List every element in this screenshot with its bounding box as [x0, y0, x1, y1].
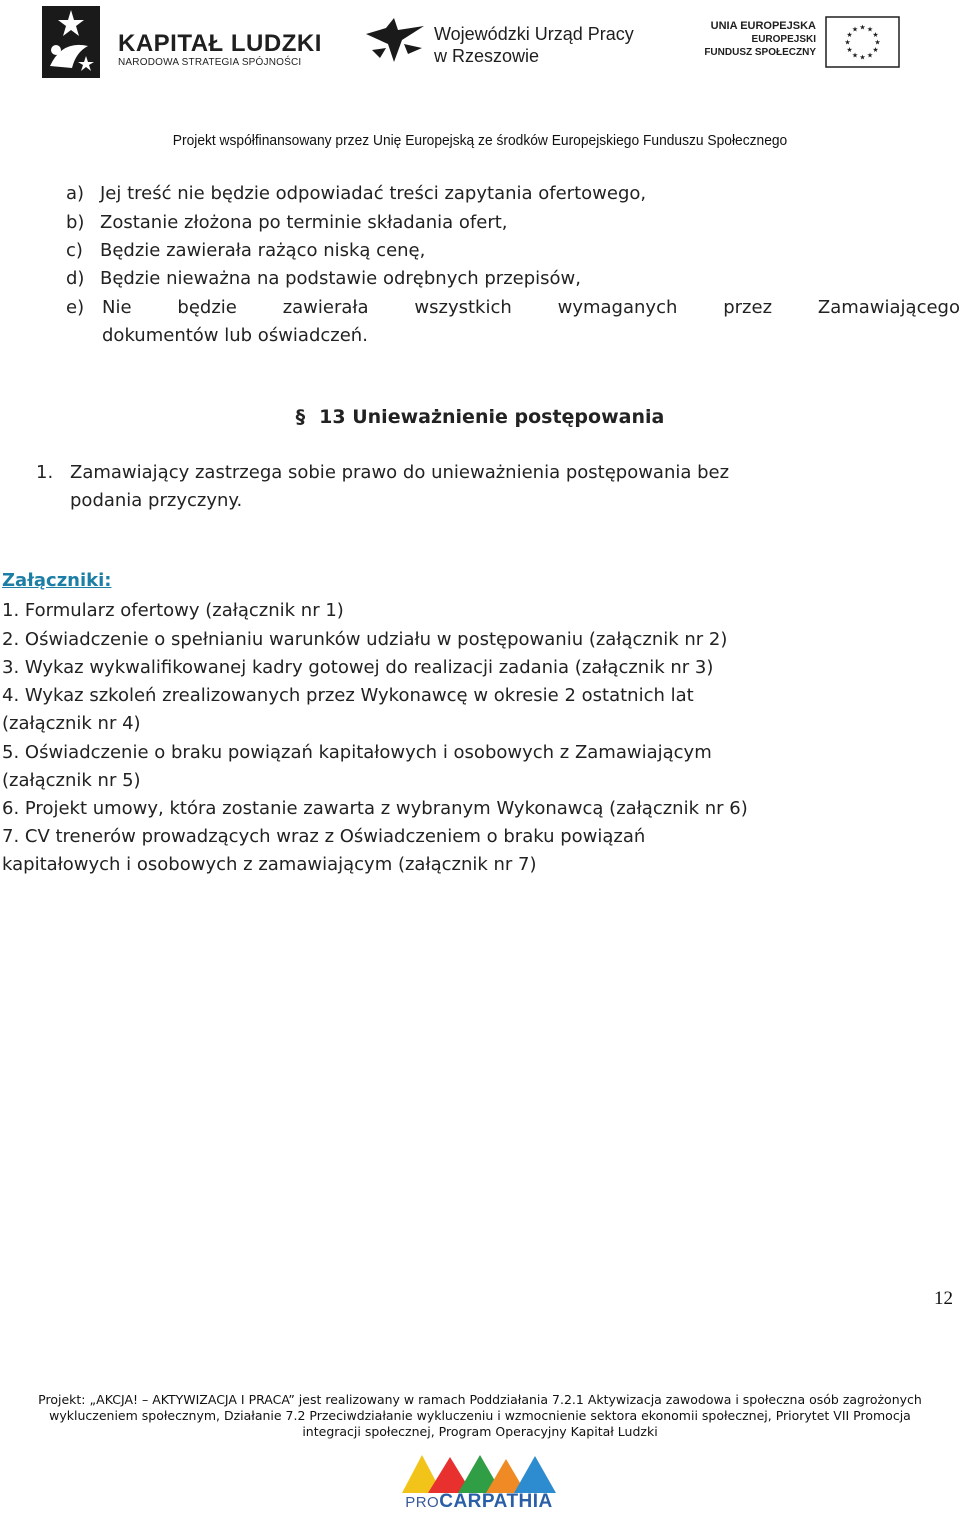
section-item-line1: Zamawiający zastrzega sobie prawo do unieważnienia postępowania bez	[70, 462, 730, 483]
eu-star-icon: ★	[872, 31, 879, 39]
reason-b	[66, 212, 508, 233]
eu-star-icon: ★	[866, 25, 874, 34]
eu-star-icon: ★	[866, 51, 874, 60]
procarpathia-logo	[396, 1453, 562, 1511]
attachment-line: 3. Wykaz wykwalifikowanej kadry gotowej do realizacji zadania (załącznik nr 3)	[2, 657, 714, 678]
cofinance-note: Projekt współfinansowany przez Unię Europejską ze środków Europejskiego Funduszu Społecznego	[172, 132, 788, 149]
bird-icon	[364, 14, 430, 70]
reason-e-line2: dokumentów lub oświadczeń.	[102, 325, 368, 346]
page-number: 12	[934, 1288, 953, 1309]
attachment-line: kapitałowych i osobowych z zamawiającym (załącznik nr 7)	[2, 854, 537, 875]
footer-line1: Projekt: „AKCJA! – AKTYWIZACJA I PRACA” jest realizowany w ramach Poddziałania 7.2.1 Aktywizacja zawodowa i społeczna osób zagrożonych	[38, 1392, 922, 1407]
attachment-line: 4. Wykaz szkoleń zrealizowanych przez Wykonawcę w okresie 2 ostatnich lat	[2, 685, 694, 706]
reason-label: a)	[66, 183, 85, 204]
reason-text: Będzie nieważna na podstawie odrębnych przepisów,	[100, 268, 581, 289]
section-title-text: 13 Unieważnienie postępowania	[319, 406, 665, 428]
section-symbol: §	[295, 406, 306, 428]
wup-line1: Wojewódzki Urząd Pracy	[434, 24, 634, 44]
reason-label: d)	[66, 268, 85, 289]
reason-a	[66, 183, 646, 204]
eu-star-icon: ★	[859, 23, 866, 32]
footer-line2: wykluczeniem społecznym, Działanie 7.2 Przeciwdziałanie wykluczeniu i wzmocnienie sektora ekonomii społecznej, Priorytet VII Promocja	[49, 1408, 911, 1423]
attachment-line: 1. Formularz ofertowy (załącznik nr 1)	[2, 600, 344, 621]
eu-star-icon: ★	[874, 38, 881, 47]
reason-e-line1: Nie będzie zawierała wszystkich wymaganych przez Zamawiającego	[102, 297, 960, 318]
attachment-line: 6. Projekt umowy, która zostanie zawarta z wybranym Wykonawcą (załącznik nr 6)	[2, 798, 748, 819]
eu-star-icon: ★	[872, 46, 879, 54]
eu-flag-icon	[825, 16, 900, 68]
reason-label: c)	[66, 240, 83, 261]
eu-line2: EUROPEJSKI	[751, 34, 816, 45]
kapital-ludzki-logo	[42, 6, 322, 78]
wup-logo	[364, 14, 634, 70]
kapital-ludzki-title: KAPITAŁ LUDZKI	[118, 30, 322, 57]
procarpathia-pro: PRO	[405, 1494, 440, 1511]
reason-e-label: e)	[66, 297, 85, 318]
wup-line2: w Rzeszowie	[434, 46, 540, 66]
reason-text: Zostanie złożona po terminie składania ofert,	[100, 212, 508, 233]
eu-line3: FUNDUSZ SPOŁECZNY	[704, 47, 816, 58]
eu-star-icon: ★	[851, 51, 859, 60]
eu-star-icon: ★	[846, 46, 853, 54]
section-item-number: 1.	[36, 462, 54, 483]
section-heading	[0, 406, 960, 428]
eu-star-icon: ★	[851, 25, 859, 34]
procarpathia-carpathia: CARPATHIA	[439, 1491, 553, 1512]
footer-text	[0, 1392, 960, 1440]
attachments-heading: Załączniki:	[2, 570, 112, 591]
footer-line3: integracji społecznej, Program Operacyjny Kapitał Ludzki	[302, 1424, 658, 1439]
eu-logo	[704, 16, 900, 68]
section-item-line2: podania przyczyny.	[70, 490, 243, 511]
kapital-ludzki-subtitle: NARODOWA STRATEGIA SPÓJNOŚCI	[118, 57, 302, 68]
eu-line1: UNIA EUROPEJSKA	[710, 20, 816, 32]
attachment-line: 7. CV trenerów prowadzących wraz z Oświadczeniem o braku powiązań	[2, 826, 646, 847]
attachment-line: 2. Oświadczenie o spełnianiu warunków udziału w postępowaniu (załącznik nr 2)	[2, 629, 728, 650]
eu-star-icon: ★	[846, 31, 853, 39]
reason-d	[66, 268, 581, 289]
attachment-line: (załącznik nr 5)	[2, 770, 141, 791]
attachment-line: 5. Oświadczenie o braku powiązań kapitałowych i osobowych z Zamawiającym	[2, 742, 712, 763]
reason-text: Będzie zawierała rażąco niską cenę,	[100, 240, 426, 261]
eu-logo-text	[704, 20, 816, 59]
mountains-icon	[402, 1453, 556, 1493]
kapital-ludzki-emblem-icon	[42, 6, 100, 78]
reason-label: b)	[66, 212, 85, 233]
reason-c	[66, 240, 425, 261]
eu-star-icon: ★	[844, 38, 851, 47]
procarpathia-wordmark	[396, 1491, 562, 1513]
attachment-line: (załącznik nr 4)	[2, 713, 141, 734]
reason-text: Jej treść nie będzie odpowiadać treści zapytania ofertowego,	[100, 183, 647, 204]
eu-star-icon: ★	[859, 53, 866, 62]
